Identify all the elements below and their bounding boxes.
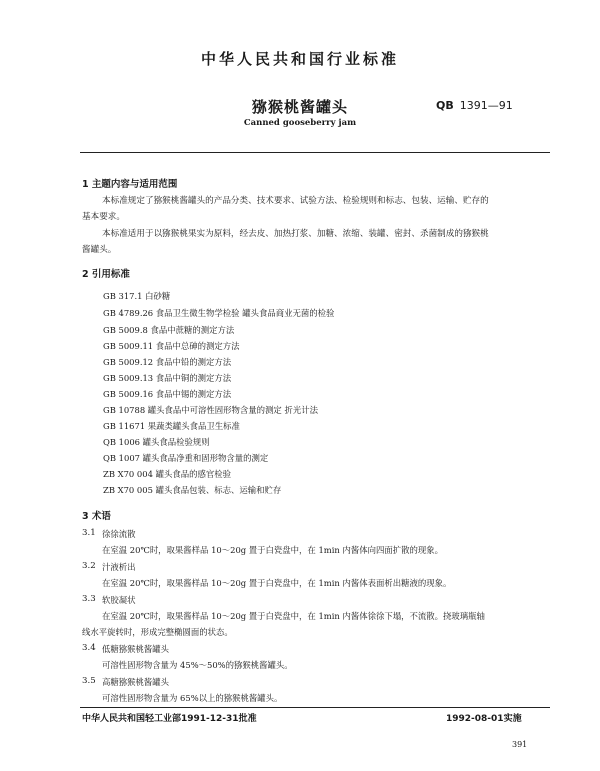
term-definition: 在室温 20℃时，取果酱样品 10～20g 置于白瓷盘中，在 1min 内酱体徐徐下塌，不流散。挠玻璃瓶轴 (102, 611, 485, 621)
term-number: 3.3 (82, 594, 96, 604)
reference-item: GB 5009.16 食品中锡的测定方法 (103, 389, 232, 399)
reference-item: GB 5009.13 食品中铜的测定方法 (103, 373, 232, 383)
term-title: 汁液析出 (102, 562, 136, 572)
term-title: 低糖猕猴桃酱罐头 (102, 644, 169, 654)
reference-item: QB 1006 罐头食品检验规则 (103, 437, 210, 447)
standard-code (436, 99, 513, 112)
term-definition: 在室温 20℃时，取果酱样品 10～20g 置于白瓷盘中，在 1min 内酱体表面析出糖液的现象。 (102, 578, 452, 588)
reference-item: QB 1007 罐头食品净重和固形物含量的测定 (103, 453, 269, 463)
section1-para2-line1: 本标准适用于以猕猴桃果实为原料，经去皮、加热打浆、加糖、浓缩、装罐、密封、杀菌制成的猕猴桃 (102, 229, 489, 239)
term-definition-continued: 线水平旋转时，形成完整椭圆面的状态。 (82, 627, 233, 637)
industry-standard-heading: 中华人民共和国行业标准 (200, 50, 399, 68)
term-definition: 可溶性固形物含量为 65%以上的猕猴桃酱罐头。 (102, 693, 283, 703)
section1-para2-line2: 酱罐头。 (82, 245, 117, 255)
term-title: 软胶凝状 (102, 595, 136, 605)
implementation-date: 1992-08-01实施 (446, 714, 522, 724)
standard-code-number: 1391—91 (459, 99, 513, 112)
section1-heading: 1 主题内容与适用范围 (82, 179, 178, 190)
term-definition: 可溶性固形物含量为 45%～50%的猕猴桃酱罐头。 (102, 660, 293, 670)
term-number: 3.1 (82, 528, 96, 538)
reference-item: ZB X70 005 罐头食品包装、标志、运输和贮存 (103, 485, 282, 495)
reference-item: GB 5009.11 食品中总砷的测定方法 (103, 341, 240, 351)
term-definition: 在室温 20℃时，取果酱样品 10～20g 置于白瓷盘中，在 1min 内酱体向四面扩散的现象。 (102, 545, 443, 555)
section1-para1-line1: 本标准规定了猕猴桃酱罐头的产品分类、技术要求、试验方法、检验规则和标志、包装、运输、贮存的 (102, 196, 489, 206)
section2-heading: 2 引用标准 (82, 269, 130, 280)
reference-item: GB 5009.12 食品中铅的测定方法 (103, 357, 232, 367)
header-rule (80, 152, 550, 153)
term-number: 3.2 (82, 561, 96, 571)
reference-item: GB 5009.8 食品中蔗糖的测定方法 (103, 325, 235, 335)
term-number: 3.4 (82, 643, 96, 653)
standard-code-prefix: QB (436, 99, 454, 112)
reference-item: GB 4789.26 食品卫生微生物学检验 罐头食品商业无菌的检验 (103, 308, 335, 318)
term-number: 3.5 (82, 676, 96, 686)
footer-rule (80, 707, 550, 708)
document-title: 猕猴桃酱罐头 (251, 98, 348, 116)
page-number: 391 (512, 740, 528, 749)
term-title: 高糖猕猴桃酱罐头 (102, 677, 169, 687)
section1-para1-line2: 基本要求。 (82, 212, 125, 222)
reference-item: ZB X70 004 罐头食品的感官检验 (103, 469, 231, 479)
term-title: 徐徐流散 (102, 529, 136, 539)
section3-heading: 3 术语 (82, 511, 111, 522)
reference-item: GB 10788 罐头食品中可溶性固形物含量的测定 折光计法 (103, 405, 318, 415)
english-title: Canned gooseberry jam (243, 118, 357, 128)
approval-notice: 中华人民共和国轻工业部1991-12-31批准 (82, 714, 257, 724)
reference-item: GB 317.1 白砂糖 (103, 291, 171, 301)
reference-item: GB 11671 果蔬类罐头食品卫生标准 (103, 421, 240, 431)
